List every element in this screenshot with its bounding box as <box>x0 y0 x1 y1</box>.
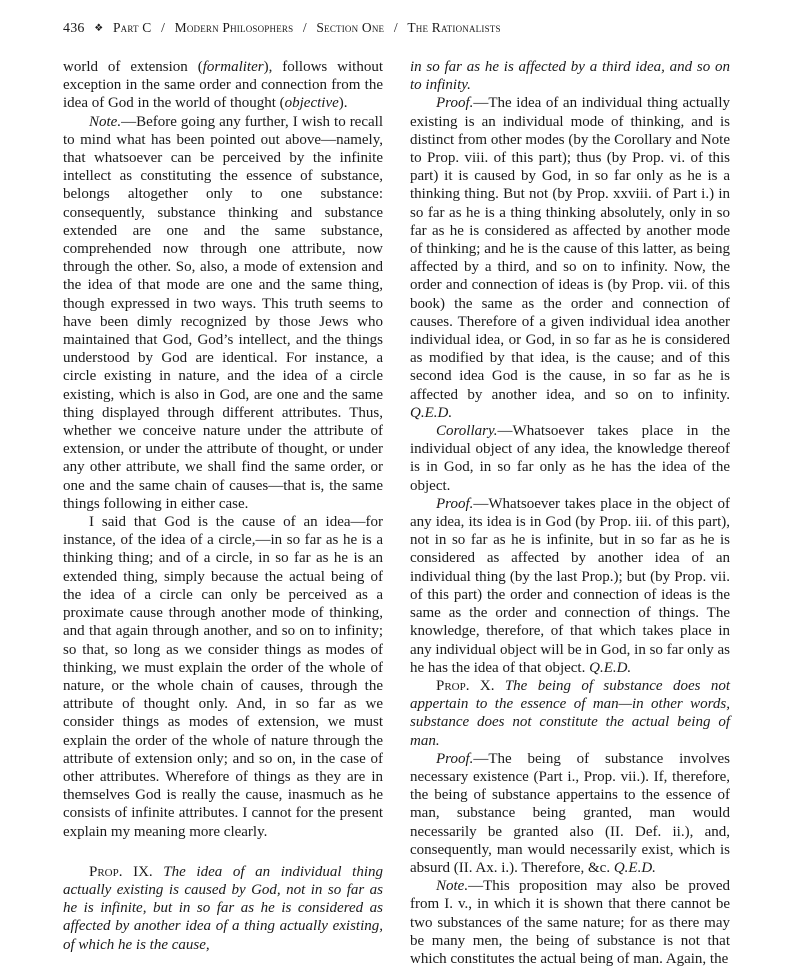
proof-label: Proof. <box>436 750 474 767</box>
right-column <box>410 58 730 968</box>
header-section-c: The Rationalists <box>407 20 501 35</box>
proposition-continuation <box>410 58 730 94</box>
header-separator: / <box>393 20 398 35</box>
proposition-paragraph <box>63 863 383 954</box>
body-paragraph: I said that God is the cause of an idea—for instance, of the idea of a circle,—in so far as he is a thinking thing; and of a circle, in so far as he is an extended thing, simply because the actual being of the idea of a circle can only be perceived as a proximate cause through another mode of thinking, and that again through another, and so on to infinity; so that, so long as we consider things as modes of thinking, we must explain the order of the whole of nature, or the whole chain of causes, through the attribute of thought only. And, in so far as we consider things as modes of extension, we must explain the order of the whole of nature through the attribute of extension only; and so on, in the case of other attributes. Wherefore of things as they are in themselves God is really the cause, inasmuch as he consists of infinite attributes. I cannot for the present explain my meaning more clearly. <box>63 514 383 840</box>
note-label: Note. <box>436 878 469 895</box>
left-column <box>63 58 383 954</box>
proof-paragraph <box>410 495 730 677</box>
running-header <box>63 20 743 37</box>
qed-mark: Q.E.D. <box>589 659 632 676</box>
italic-term: formaliter <box>202 59 264 75</box>
proposition-text: The idea of an individual thing actually existing is caused by God, not in so far as he is infinite, but in so far as he is considered as affected by another idea of a thing actually existing, of which he is the cause, <box>63 863 383 953</box>
qed-mark: Q.E.D. <box>613 859 656 876</box>
proof-label: Proof. <box>436 95 474 112</box>
header-separator: / <box>302 20 307 35</box>
italic-term: objective <box>284 95 339 112</box>
proposition-paragraph <box>410 677 730 750</box>
corollary-label: Corollary. <box>436 423 498 440</box>
note-text: —Before going any further, I wish to recall to mind what has been pointed out above—namely, that whatsoever can be perceived by the infinite intellect as constituting the essence of substance, belongs altogether only to one substance: consequently, substance thinking and substance extended are one and the same substance, comprehended now through one attribute, now through the other. So, also, a mode of extension and the idea of that mode are one and the same thing, though expressed in two ways. This truth seems to have been dimly recognized by those Jews who maintained that God, God’s intellect, and the things understood by God are identical. For instance, a circle existing in nature, and the idea of a circle existing, which is also in God, are one and the same thing displayed through different attributes. Thus, whether we conceive nature under the attribute of extension, or under the attribute of thought, or under any other attribute, we shall find the same order, or one and the same chain of causes—that is, the same things following in either case. <box>63 113 383 512</box>
text-run: ). <box>338 95 348 112</box>
proof-text: —The being of substance involves necessary existence (Part i., Prop. vii.). If, therefore, the being of substance appertains to the essence of man, substance being granted, man would necessarily be granted also (II. Def. ii.), and, consequently, man would necessarily exist, which is absurd (II. Ax. i.). Therefore, &c. <box>410 750 730 876</box>
proof-paragraph <box>410 94 730 422</box>
note-paragraph <box>410 877 730 968</box>
proposition-text: in so far as he is affected by a third idea, and so on to infinity. <box>410 59 730 94</box>
header-section-a: Modern Philosophers <box>174 20 294 35</box>
proof-paragraph <box>410 750 730 877</box>
proposition-label: Prop. X. <box>436 677 495 694</box>
note-text: —This proposition may also be proved from I. v., in which it is shown that there cannot be two substances of the same nature; for as there may be many men, the being of substance is not that which constitutes the actual being of man. Again, the <box>410 878 730 967</box>
proof-label: Proof. <box>436 495 474 512</box>
spacer <box>63 841 383 863</box>
qed-mark: Q.E.D. <box>410 404 453 421</box>
note-label: Note. <box>89 113 122 130</box>
diamond-ornament-icon: ❖ <box>94 23 104 34</box>
text-run: ), follows without exception in the same order and connection from the idea of God in the world of thought ( <box>63 59 383 112</box>
page-number: 436 <box>63 21 85 36</box>
header-separator: / <box>161 20 166 35</box>
header-section-b: Section One <box>316 20 385 35</box>
note-paragraph <box>63 113 383 513</box>
proposition-text: The being of substance does not appertain to the essence of man—in other words, substance does not constitute the actual being of man. <box>410 677 730 749</box>
header-part: Part C <box>112 20 152 35</box>
proposition-label: Prop. IX. <box>89 863 153 880</box>
text-run: world of extension ( <box>63 59 203 75</box>
proof-text: —Whatsoever takes place in the object of any idea, its idea is in God (by Prop. iii. of this part), not in so far as he is infinite, but in so far as he is considered as affected by another idea of an individual thing (by the last Prop.); but (by Prop. vii. of this part) the order and connection of ideas is the same as the order and connection of things. The knowledge, therefore, of that which takes place in any individual object will be in God, in so far only as he has the idea of that object. <box>410 495 730 676</box>
proof-text: —The idea of an individual thing actually existing is an individual mode of thinking, and is distinct from other modes (by the Corollary and Note to Prop. viii. of this part); thus (by Prop. vi. of this part) it is caused by God, in so far only as he is a thinking thing. But not (by Prop. xxviii. of Part i.) in so far as he is a thing thinking absolutely, only in so far as he is considered as affected by another mode of thinking; and he is the cause of this latter, as being affected by a third, and so on to infinity. Now, the order and connection of ideas is (by Prop. vii. of this book) the same as the order and connection of causes. Therefore of a given individual idea another individual idea, or God, in so far as he is considered as modified by that idea, is the cause; and of this second idea God is the cause, in so far as he is affected by another idea, and so on to infinity. <box>410 95 730 403</box>
paragraph-continuation <box>63 58 383 113</box>
corollary-text: —Whatsoever takes place in the individual object of any idea, the knowledge thereof is in God, in so far only as he has the idea of the object. <box>410 423 730 494</box>
corollary-paragraph <box>410 422 730 495</box>
